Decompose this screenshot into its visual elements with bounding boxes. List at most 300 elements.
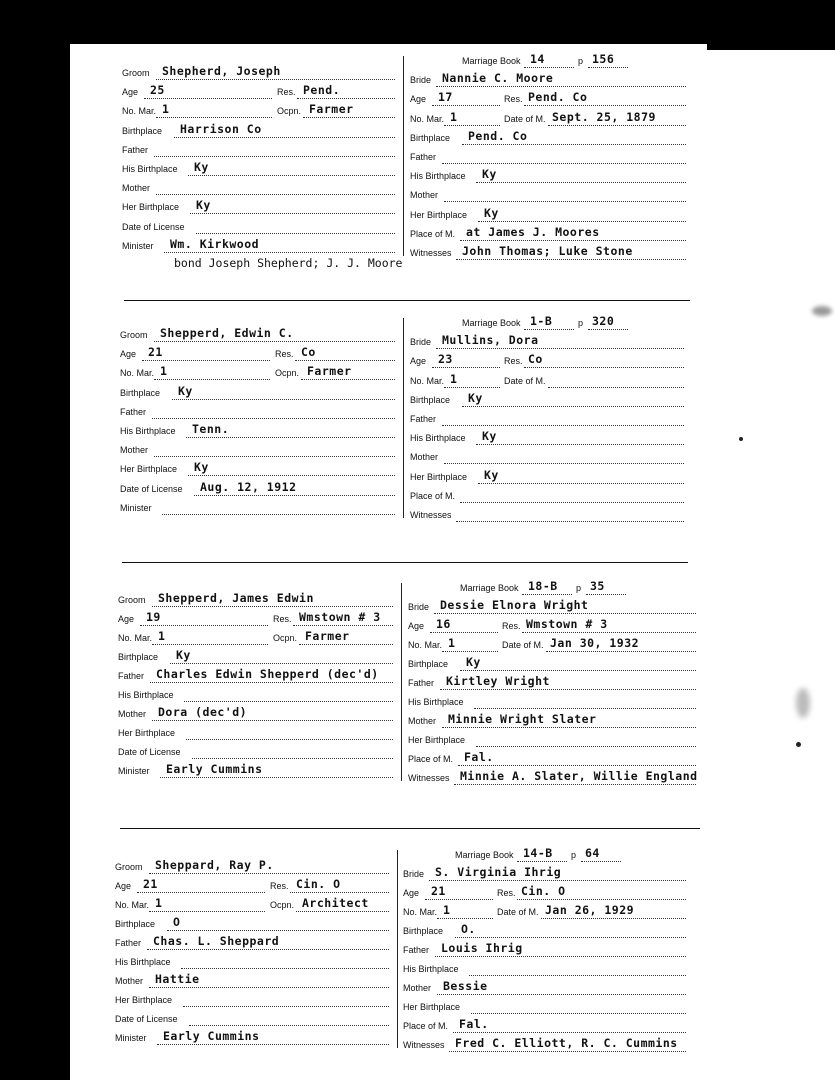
fill-line xyxy=(154,379,270,380)
label-age: Age xyxy=(120,349,137,360)
label-bride: Bride xyxy=(408,602,430,612)
label-minister: Minister xyxy=(120,502,152,513)
bride-no_mar: 1 xyxy=(448,636,456,650)
label-father: Father xyxy=(120,406,147,417)
fill-line xyxy=(478,221,686,222)
label-res: Res. xyxy=(277,87,296,98)
fill-line xyxy=(456,521,684,522)
fill-line xyxy=(164,252,395,253)
fill-line xyxy=(434,613,696,614)
fill-line xyxy=(524,329,574,330)
groom-res: Wmstown # 3 xyxy=(299,610,381,624)
groom-ocpn: Farmer xyxy=(307,364,352,379)
column-divider xyxy=(403,56,404,256)
label-no_mar: No. Mar. xyxy=(410,113,445,124)
fill-line xyxy=(524,67,574,68)
groom-name: Shepperd, Edwin C. xyxy=(160,326,294,340)
bride-birthplace: Ky xyxy=(468,390,483,405)
bride-her_birthplace: Ky xyxy=(484,205,499,220)
bride-date_of_m: Jan 26, 1929 xyxy=(545,903,635,917)
fill-line xyxy=(152,606,393,607)
fill-line xyxy=(442,727,696,728)
label-age: Age xyxy=(122,87,139,98)
bride-res: Pend. Co xyxy=(528,90,588,105)
fill-line xyxy=(183,1006,389,1007)
fill-line xyxy=(435,956,686,957)
bride-witnesses: Fred C. Elliott, R. C. Cummins xyxy=(455,1036,678,1050)
label-res: Res. xyxy=(504,356,523,367)
label-mother: Mother xyxy=(408,716,437,726)
fill-line xyxy=(476,746,696,747)
groom-res: Cin. O xyxy=(296,877,341,891)
groom-name: Shepperd, James Edwin xyxy=(158,591,314,605)
groom-no_mar: 1 xyxy=(160,364,168,379)
bond-note: bond Joseph Shepherd; J. J. Moore xyxy=(174,256,403,270)
label-place_of_m: Place of M. xyxy=(408,754,454,764)
label-bride: Bride xyxy=(403,869,425,879)
label-his_birthplace: His Birthplace xyxy=(408,697,464,707)
label-mother: Mother xyxy=(118,709,147,719)
fill-line xyxy=(432,367,500,368)
groom-birthplace: Harrison Co xyxy=(180,121,262,136)
label-p: p xyxy=(578,318,584,328)
bride-name: S. Virginia Ihrig xyxy=(435,865,562,879)
groom-minister: Wm. Kirkwood xyxy=(170,236,260,251)
fill-line xyxy=(474,708,696,709)
fill-line xyxy=(546,651,696,652)
label-father: Father xyxy=(408,678,435,688)
fill-line xyxy=(150,682,393,683)
label-his_birthplace: His Birthplace xyxy=(115,957,171,967)
fill-line xyxy=(442,163,686,164)
fill-line xyxy=(524,367,684,368)
label-her_birthplace: Her Birthplace xyxy=(410,471,468,482)
fill-line xyxy=(453,1032,686,1033)
label-minister: Minister xyxy=(118,766,150,776)
bride-mother: Bessie xyxy=(443,979,488,993)
label-groom: Groom xyxy=(118,595,146,605)
label-his_birthplace: His Birthplace xyxy=(122,164,178,174)
bride-res: Co xyxy=(528,352,543,367)
groom-father: Charles Edwin Shepperd (dec'd) xyxy=(156,667,379,681)
fill-line xyxy=(460,240,686,241)
label-date_of_license: Date of License xyxy=(120,483,183,494)
fill-line xyxy=(149,873,389,874)
bride-book: 14-B xyxy=(523,846,553,860)
record-separator xyxy=(122,562,688,563)
fill-line xyxy=(144,98,272,99)
fill-line xyxy=(455,937,686,938)
label-birthplace: Birthplace xyxy=(120,387,161,398)
fill-line xyxy=(469,975,686,976)
fill-line xyxy=(188,175,395,176)
fill-line xyxy=(297,98,395,99)
label-res: Res. xyxy=(273,614,292,624)
label-his_birthplace: His Birthplace xyxy=(403,964,459,974)
groom-date_of_license: Aug. 12, 1912 xyxy=(200,479,297,494)
label-age: Age xyxy=(408,621,425,631)
groom-his_birthplace: Tenn. xyxy=(192,422,230,436)
bride-name: Nannie C. Moore xyxy=(442,71,554,86)
label-res: Res. xyxy=(275,349,294,360)
fill-line xyxy=(152,418,395,419)
label-his_birthplace: His Birthplace xyxy=(410,433,466,444)
label-res: Res. xyxy=(270,881,289,891)
groom-name: Shepherd, Joseph xyxy=(162,64,281,78)
fill-line xyxy=(170,663,393,664)
label-p: p xyxy=(571,850,577,860)
groom-mother: Dora (dec'd) xyxy=(158,705,248,719)
label-res: Res. xyxy=(497,888,516,898)
label-no_mar: No. Mar. xyxy=(408,640,443,650)
bride-name: Mullins, Dora xyxy=(442,333,539,348)
label-mother: Mother xyxy=(115,976,144,986)
label-marriage_book: Marriage Book xyxy=(462,56,521,66)
label-ocpn: Ocpn. xyxy=(275,368,300,379)
bride-father: Louis Ihrig xyxy=(441,941,523,955)
label-no_mar: No. Mar. xyxy=(120,368,155,379)
label-date_of_m: Date of M. xyxy=(497,907,539,917)
label-her_birthplace: Her Birthplace xyxy=(410,209,468,220)
fill-line xyxy=(548,125,686,126)
groom-res: Co xyxy=(301,345,316,360)
label-marriage_book: Marriage Book xyxy=(460,583,519,593)
fill-line xyxy=(460,670,696,671)
label-bride: Bride xyxy=(410,75,432,86)
bride-no_mar: 1 xyxy=(443,903,451,917)
fill-line xyxy=(436,86,686,87)
fill-line xyxy=(174,137,395,138)
label-age: Age xyxy=(403,888,420,898)
scan-speck xyxy=(796,688,810,718)
bride-witnesses: Minnie A. Slater, Willie England xyxy=(460,769,698,783)
fill-line xyxy=(156,117,272,118)
fill-line xyxy=(517,861,567,862)
label-res: Res. xyxy=(502,621,521,631)
fill-line xyxy=(154,156,395,157)
fill-line xyxy=(586,594,626,595)
groom-his_birthplace: Ky xyxy=(194,160,209,174)
fill-line xyxy=(522,632,696,633)
fill-line xyxy=(299,644,393,645)
bride-age: 21 xyxy=(431,884,446,898)
label-mother: Mother xyxy=(403,983,432,993)
groom-birthplace: O xyxy=(173,915,181,929)
label-no_mar: No. Mar. xyxy=(115,900,150,910)
groom-ocpn: Farmer xyxy=(305,629,350,643)
label-date_of_m: Date of M. xyxy=(504,113,546,124)
label-witnesses: Witnesses xyxy=(403,1040,445,1050)
record-separator xyxy=(124,300,690,301)
label-no_mar: No. Mar. xyxy=(118,633,153,643)
fill-line xyxy=(192,758,393,759)
fill-line xyxy=(186,739,393,740)
groom-her_birthplace: Ky xyxy=(196,198,211,213)
fill-line xyxy=(449,1051,686,1052)
fill-line xyxy=(303,117,395,118)
fill-line xyxy=(295,360,395,361)
fill-line xyxy=(522,594,572,595)
fill-line xyxy=(442,425,684,426)
column-divider xyxy=(401,583,402,781)
fill-line xyxy=(429,880,686,881)
fill-line xyxy=(524,105,686,106)
label-place_of_m: Place of M. xyxy=(410,228,456,239)
fill-line xyxy=(458,765,696,766)
fill-line xyxy=(194,495,395,496)
label-date_of_m: Date of M. xyxy=(502,640,544,650)
groom-ocpn: Farmer xyxy=(309,102,354,117)
label-groom: Groom xyxy=(115,862,143,872)
groom-ocpn: Architect xyxy=(302,896,369,910)
fill-line xyxy=(548,387,684,388)
fill-line xyxy=(196,233,395,234)
label-witnesses: Witnesses xyxy=(410,510,452,520)
fill-line xyxy=(425,899,493,900)
label-ocpn: Ocpn. xyxy=(277,106,302,117)
label-witnesses: Witnesses xyxy=(410,248,452,258)
fill-line xyxy=(149,911,265,912)
fill-line xyxy=(581,861,621,862)
groom-minister: Early Cummins xyxy=(163,1029,260,1043)
fill-line xyxy=(462,144,686,145)
label-birthplace: Birthplace xyxy=(410,394,451,405)
fill-line xyxy=(456,259,686,260)
fill-line xyxy=(588,67,628,68)
fill-line xyxy=(186,437,395,438)
label-birthplace: Birthplace xyxy=(118,652,159,662)
groom-no_mar: 1 xyxy=(158,629,166,643)
fill-line xyxy=(184,701,393,702)
label-minister: Minister xyxy=(115,1033,147,1043)
label-no_mar: No. Mar. xyxy=(122,106,157,117)
bride-place_of_m: Fal. xyxy=(459,1017,489,1031)
fill-line xyxy=(167,930,389,931)
fill-line xyxy=(430,632,498,633)
label-her_birthplace: Her Birthplace xyxy=(120,464,178,475)
fill-line xyxy=(476,182,686,183)
fill-line xyxy=(154,341,395,342)
fill-line xyxy=(476,444,684,445)
bride-page: 320 xyxy=(592,314,615,328)
fill-line xyxy=(293,625,393,626)
fill-line xyxy=(444,387,500,388)
fill-line xyxy=(152,644,268,645)
bride-name: Dessie Elnora Wright xyxy=(440,598,589,612)
groom-age: 21 xyxy=(143,877,158,891)
label-her_birthplace: Her Birthplace xyxy=(118,728,176,738)
fill-line xyxy=(442,651,498,652)
groom-minister: Early Cummins xyxy=(166,762,263,776)
label-father: Father xyxy=(115,938,142,948)
bride-his_birthplace: Ky xyxy=(482,429,497,444)
fill-line xyxy=(437,918,493,919)
fill-line xyxy=(444,125,500,126)
bride-page: 64 xyxy=(585,846,600,860)
label-groom: Groom xyxy=(122,68,150,78)
page-margin xyxy=(707,50,835,1080)
label-birthplace: Birthplace xyxy=(410,132,451,143)
label-father: Father xyxy=(410,152,437,162)
groom-birthplace: Ky xyxy=(178,383,193,398)
label-ocpn: Ocpn. xyxy=(273,633,298,643)
scan-speck xyxy=(812,306,832,316)
fill-line xyxy=(181,968,389,969)
label-date_of_license: Date of License xyxy=(115,1014,178,1024)
record-separator xyxy=(120,828,700,829)
fill-line xyxy=(147,949,389,950)
fill-line xyxy=(157,1044,389,1045)
label-no_mar: No. Mar. xyxy=(403,907,438,917)
label-res: Res. xyxy=(504,94,523,105)
fill-line xyxy=(142,360,270,361)
label-her_birthplace: Her Birthplace xyxy=(403,1002,461,1012)
fill-line xyxy=(152,720,393,721)
groom-res: Pend. xyxy=(303,83,341,98)
label-no_mar: No. Mar. xyxy=(410,375,445,386)
bride-no_mar: 1 xyxy=(450,109,458,124)
bride-mother: Minnie Wright Slater xyxy=(448,712,597,726)
groom-age: 19 xyxy=(146,610,161,624)
bride-age: 16 xyxy=(436,617,451,631)
label-age: Age xyxy=(410,94,427,105)
fill-line xyxy=(444,463,684,464)
label-marriage_book: Marriage Book xyxy=(462,318,521,328)
label-witnesses: Witnesses xyxy=(408,773,450,783)
label-her_birthplace: Her Birthplace xyxy=(408,735,466,745)
fill-line xyxy=(149,987,389,988)
bride-book: 18-B xyxy=(528,579,558,593)
label-his_birthplace: His Birthplace xyxy=(120,426,176,436)
label-mother: Mother xyxy=(410,190,439,201)
bride-age: 17 xyxy=(438,90,453,105)
label-p: p xyxy=(576,583,582,593)
label-minister: Minister xyxy=(122,240,154,251)
fill-line xyxy=(190,213,395,214)
fill-line xyxy=(172,399,395,400)
label-birthplace: Birthplace xyxy=(403,926,444,936)
label-p: p xyxy=(578,56,584,66)
fill-line xyxy=(188,475,395,476)
bride-place_of_m: Fal. xyxy=(464,750,494,764)
groom-father: Chas. L. Sheppard xyxy=(153,934,280,948)
column-divider xyxy=(397,850,398,1048)
label-birthplace: Birthplace xyxy=(115,919,156,929)
label-age: Age xyxy=(115,881,132,891)
groom-name: Sheppard, Ray P. xyxy=(155,858,274,872)
bride-date_of_m: Jan 30, 1932 xyxy=(550,636,640,650)
label-his_birthplace: His Birthplace xyxy=(118,690,174,700)
label-marriage_book: Marriage Book xyxy=(455,850,514,860)
label-place_of_m: Place of M. xyxy=(403,1021,449,1031)
groom-mother: Hattie xyxy=(155,972,200,986)
fill-line xyxy=(588,329,628,330)
label-father: Father xyxy=(403,945,430,955)
fill-line xyxy=(160,777,393,778)
fill-line xyxy=(156,79,395,80)
fill-line xyxy=(154,456,395,457)
bride-birthplace: O. xyxy=(461,922,476,936)
label-ocpn: Ocpn. xyxy=(270,900,295,910)
bride-page: 156 xyxy=(592,52,615,66)
fill-line xyxy=(436,348,684,349)
column-divider xyxy=(403,318,404,518)
label-mother: Mother xyxy=(410,452,439,463)
groom-her_birthplace: Ky xyxy=(194,460,209,475)
fill-line xyxy=(440,689,696,690)
bride-witnesses: John Thomas; Luke Stone xyxy=(462,244,633,258)
fill-line xyxy=(290,892,389,893)
label-place_of_m: Place of M. xyxy=(410,490,456,501)
label-bride: Bride xyxy=(410,337,432,348)
bride-birthplace: Pend. Co xyxy=(468,128,528,143)
fill-line xyxy=(140,625,268,626)
label-father: Father xyxy=(118,671,145,681)
fill-line xyxy=(471,1013,686,1014)
bride-father: Kirtley Wright xyxy=(446,674,550,688)
bride-book: 1-B xyxy=(530,314,553,328)
bride-res: Cin. O xyxy=(521,884,566,898)
fill-line xyxy=(156,194,395,195)
label-her_birthplace: Her Birthplace xyxy=(122,202,180,213)
fill-line xyxy=(460,502,684,503)
label-date_of_m: Date of M. xyxy=(504,375,546,386)
groom-no_mar: 1 xyxy=(162,102,170,117)
fill-line xyxy=(189,1025,389,1026)
groom-age: 25 xyxy=(150,83,165,98)
label-father: Father xyxy=(410,414,437,424)
fill-line xyxy=(296,911,389,912)
fill-line xyxy=(462,406,684,407)
groom-no_mar: 1 xyxy=(155,896,163,910)
fill-line xyxy=(162,514,395,515)
fill-line xyxy=(444,201,686,202)
fill-line xyxy=(517,899,686,900)
label-groom: Groom xyxy=(120,330,148,340)
label-birthplace: Birthplace xyxy=(122,125,163,136)
fill-line xyxy=(137,892,265,893)
fill-line xyxy=(301,379,395,380)
scan-speck xyxy=(796,742,801,747)
bride-birthplace: Ky xyxy=(466,655,481,669)
label-age: Age xyxy=(410,356,427,367)
bride-no_mar: 1 xyxy=(450,371,458,386)
bride-res: Wmstown # 3 xyxy=(526,617,608,631)
label-his_birthplace: His Birthplace xyxy=(410,171,466,182)
fill-line xyxy=(541,918,686,919)
label-date_of_license: Date of License xyxy=(118,747,181,757)
bride-book: 14 xyxy=(530,52,545,66)
label-mother: Mother xyxy=(122,183,151,194)
groom-birthplace: Ky xyxy=(176,648,191,662)
bride-age: 23 xyxy=(438,352,453,367)
bride-his_birthplace: Ky xyxy=(482,167,497,182)
label-mother: Mother xyxy=(120,445,149,456)
label-her_birthplace: Her Birthplace xyxy=(115,995,173,1005)
fill-line xyxy=(454,784,696,785)
label-date_of_license: Date of License xyxy=(122,221,185,232)
label-father: Father xyxy=(122,144,149,155)
scan-speck xyxy=(739,437,743,441)
groom-age: 21 xyxy=(148,345,163,360)
bride-her_birthplace: Ky xyxy=(484,467,499,482)
label-birthplace: Birthplace xyxy=(408,659,449,669)
label-age: Age xyxy=(118,614,135,624)
bride-date_of_m: Sept. 25, 1879 xyxy=(552,109,656,124)
bride-place_of_m: at James J. Moores xyxy=(466,224,600,239)
fill-line xyxy=(478,483,684,484)
fill-line xyxy=(437,994,686,995)
